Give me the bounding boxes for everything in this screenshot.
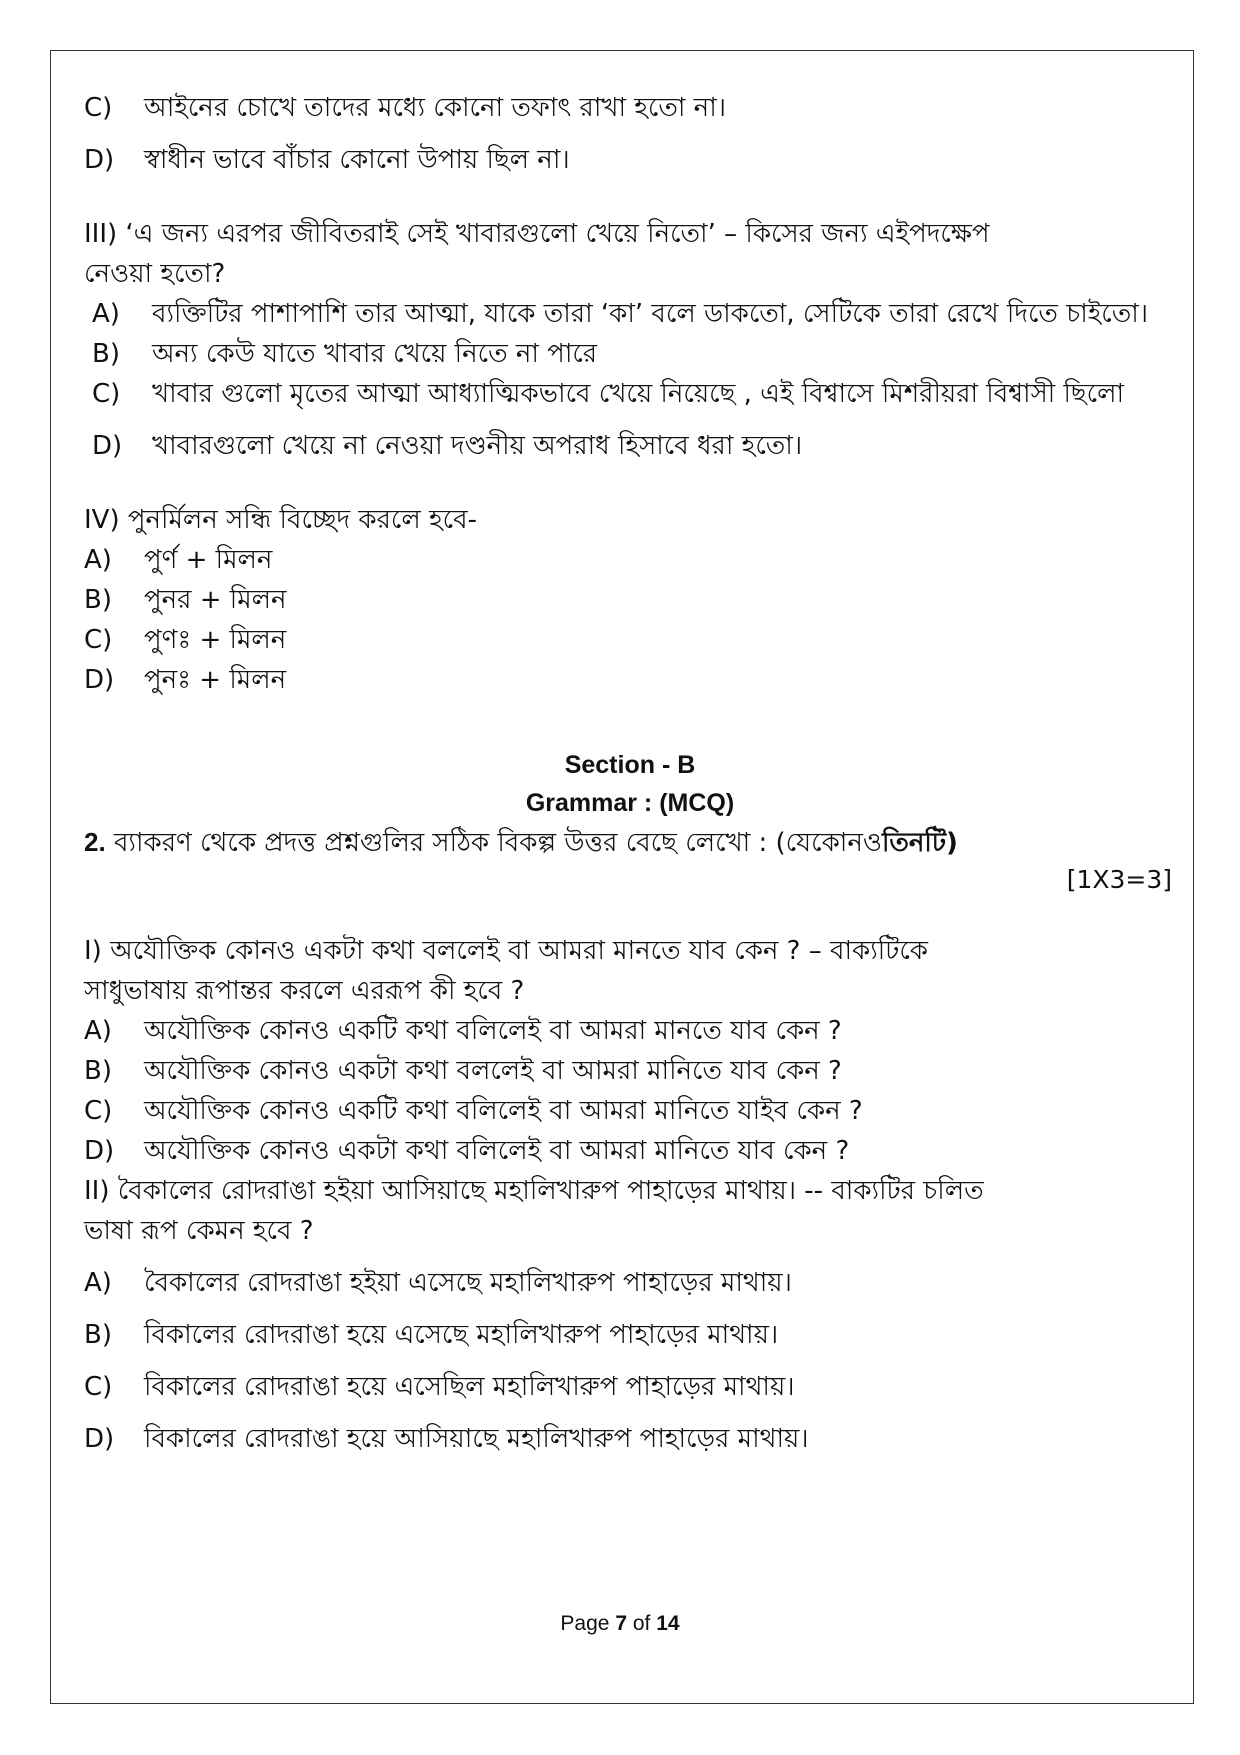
option-text: অযৌক্তিক কোনও একটা কথা বললেই বা আমরা মানিতে যাব কেন ?	[144, 1056, 842, 1086]
option-text: খাবারগুলো খেয়ে না নেওয়া দণ্ডনীয় অপরাধ হিসাবে ধরা হতো।	[152, 431, 803, 461]
option-label: D)	[92, 431, 123, 461]
question-ii	[84, 1171, 1176, 1211]
option-d	[84, 1419, 1176, 1459]
option-text: ব্যক্তিটির পাশাপাশি তার আত্মা, যাকে তারা ‘কা’ বলে ডাকতো, সেটিকে তারা রেখে দিতে চাইতো।	[152, 299, 1149, 329]
question-iii	[84, 214, 1176, 254]
option-label: C)	[92, 379, 121, 409]
footer-prefix: Page	[560, 1612, 610, 1635]
question-number: III)	[84, 219, 118, 249]
option-label: A)	[84, 1268, 112, 1298]
option-c	[84, 88, 1176, 128]
option-label: B)	[92, 339, 120, 369]
option-label: C)	[84, 1096, 113, 1126]
option-a	[84, 1011, 1176, 1051]
option-text: পুণঃ + মিলন	[144, 625, 287, 655]
question-text: বৈকালের রোদরাঙা হইয়া আসিয়াছে মহালিখারুপ পাহাড়ের মাথায়। -- বাক্যটির চলিত	[117, 1176, 984, 1206]
question-iv	[84, 500, 1176, 540]
option-c	[84, 620, 1176, 660]
question-number: II)	[84, 1176, 110, 1206]
option-text: অযৌক্তিক কোনও একটা কথা বলিলেই বা আমরা মানিতে যাব কেন ?	[144, 1136, 850, 1166]
option-label: A)	[84, 1016, 112, 1046]
option-label: D)	[84, 665, 115, 695]
question-i	[84, 931, 1176, 971]
page-footer	[0, 1612, 1240, 1636]
section-subtitle: Grammar : (MCQ)	[525, 789, 735, 817]
option-d	[84, 660, 1176, 700]
option-d	[84, 140, 1176, 180]
option-b	[84, 1315, 1176, 1355]
question-number: I)	[84, 936, 102, 966]
option-label: A)	[92, 299, 120, 329]
option-c	[84, 1091, 1176, 1131]
option-text: বৈকালের রোদরাঙা হইয়া এসেছে মহালিখারুপ পাহাড়ের মাথায়।	[144, 1268, 792, 1298]
section-title: Section - B	[564, 751, 696, 779]
option-c	[84, 374, 1176, 414]
option-label: B)	[84, 1056, 112, 1086]
option-b	[84, 1051, 1176, 1091]
option-text: খাবার গুলো মৃতের আত্মা আধ্যাত্মিকভাবে খেয়ে নিয়েছে , এই বিশ্বাসে মিশরীয়রা বিশ্বাসী ছিলো	[152, 379, 1125, 409]
question-number: 2.	[84, 827, 106, 857]
option-text: পুর্ণ + মিলন	[144, 545, 273, 575]
question-text-cont: সাধুভাষায় রূপান্তর করলে এররূপ কী হবে ?	[84, 976, 525, 1006]
option-a	[84, 1263, 1176, 1303]
option-text: পুনঃ + মিলন	[144, 665, 287, 695]
option-d	[84, 426, 1176, 466]
option-label: D)	[84, 1424, 115, 1454]
option-label: B)	[84, 585, 112, 615]
question-text: অযৌক্তিক কোনও একটা কথা বললেই বা আমরা মানতে যাব কেন ? – বাক্যটিকে	[110, 936, 928, 966]
option-label: B)	[84, 1320, 112, 1350]
question-text: পুনর্মিলন সন্ধি বিচ্ছেদ করলে হবে-	[127, 505, 477, 535]
footer-current-page: 7	[615, 1612, 627, 1635]
option-b	[84, 334, 1176, 374]
question-2	[84, 822, 1176, 863]
option-b	[84, 580, 1176, 620]
question-number: IV)	[84, 505, 120, 535]
option-label: D)	[84, 145, 115, 175]
option-text: আইনের চোখে তাদের মধ্যে কোনো তফাৎ রাখা হতো না।	[144, 93, 727, 123]
option-text: স্বাধীন ভাবে বাঁচার কোনো উপায় ছিল না।	[144, 145, 570, 175]
option-text: অযৌক্তিক কোনও একটি কথা বলিলেই বা আমরা মানিতে যাইব কেন ?	[144, 1096, 863, 1126]
question-text: ‘এ জন্য এরপর জীবিতরাই সেই খাবারগুলো খেয়ে নিতো’ – কিসের জন্য এইপদক্ষেপ	[125, 219, 990, 249]
option-text: অন্য কেউ যাতে খাবার খেয়ে নিতে না পারে	[152, 339, 598, 369]
option-text: বিকালের রোদরাঙা হয়ে এসেছে মহালিখারুপ পাহাড়ের মাথায়।	[144, 1320, 779, 1350]
page-content	[84, 88, 1176, 1459]
option-text: অযৌক্তিক কোনও একটি কথা বলিলেই বা আমরা মানতে যাব কেন ?	[144, 1016, 842, 1046]
question-emphasis: তিনটি)	[881, 828, 958, 858]
option-label: A)	[84, 545, 112, 575]
option-a	[84, 294, 1176, 334]
option-label: D)	[84, 1136, 115, 1166]
option-label: C)	[84, 625, 113, 655]
option-c	[84, 1367, 1176, 1407]
marks: [1X3=3]	[1066, 865, 1172, 894]
option-text: বিকালের রোদরাঙা হয়ে এসেছিল মহালিখারুপ পাহাড়ের মাথায়।	[144, 1372, 795, 1402]
option-text: পুনর + মিলন	[144, 585, 287, 615]
footer-sep: of	[632, 1612, 651, 1635]
option-label: C)	[84, 93, 113, 123]
footer-total-pages: 14	[656, 1612, 680, 1635]
question-text-cont: নেওয়া হতো?	[84, 259, 226, 289]
question-text: ব্যাকরণ থেকে প্রদত্ত প্রশ্নগুলির সঠিক বিকল্প উত্তর বেছে লেখো : (যেকোনও	[113, 828, 882, 858]
question-text-cont: ভাষা রূপ কেমন হবে ?	[84, 1216, 314, 1246]
option-a	[84, 540, 1176, 580]
option-d	[84, 1131, 1176, 1171]
option-text: বিকালের রোদরাঙা হয়ে আসিয়াছে মহালিখারুপ পাহাড়ের মাথায়।	[144, 1424, 809, 1454]
option-label: C)	[84, 1372, 113, 1402]
